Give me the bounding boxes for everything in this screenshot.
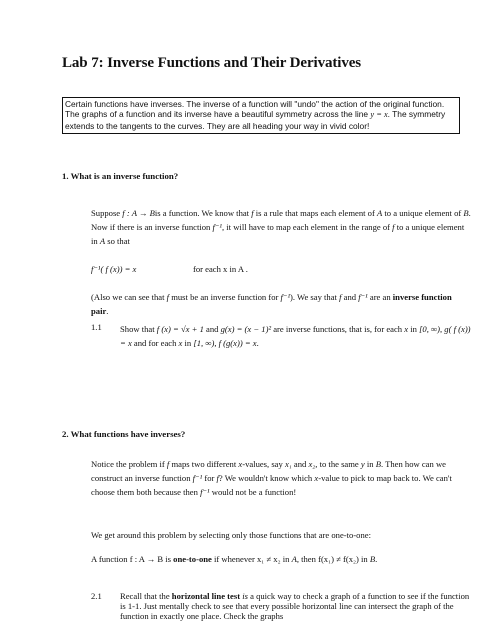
section-2-paragraph-2: We get around this problem by selecting only those functions that are one-to-one:: [91, 530, 371, 540]
one-to-one-term: one-to-one: [173, 554, 212, 564]
lab-title: Lab 7: Inverse Functions and Their Derivatives: [62, 55, 362, 71]
section-1-paragraph-2: (Also we can see that f must be an inverse function for f⁻¹). We say that f and f⁻¹ are an inverse function pair.: [91, 292, 452, 316]
intro-text-1: Certain functions have inverses. The inverse of a function will "undo" the action of the original function. The graphs of a function and its inverse have a beautiful symmetry across the line: [65, 99, 445, 120]
exercise-number-2-1: 2.1: [91, 591, 102, 601]
exercise-number-1-1: 1.1: [91, 322, 102, 332]
exercise-1-1-text: Show that f (x) = √x + 1 and g(x) = (x − 1)² are inverse functions, that is, for each x in [0, ∞), g( f (x)) = x and for each x in [1, ∞), f (g(x)) = x.: [120, 324, 471, 348]
section-2-heading: 2. What functions have inverses?: [62, 429, 186, 439]
one-to-one-definition: A function f : A → B is one-to-one if whenever x₁ ≠ x₂ in A, then f(x₁) ≠ f(x₂) in B.: [91, 554, 378, 564]
inverse-identity-equation: f⁻¹( f (x)) = x: [91, 264, 137, 274]
intro-text-2: . The symmetry extends to the tangents to the curves. They are all heading your way in vivid color!: [65, 109, 446, 131]
horizontal-line-test-term: horizontal line test: [171, 591, 241, 601]
intro-equation: y = x: [370, 110, 388, 120]
intro-box: [62, 97, 460, 134]
function-mapping: f : A → B: [122, 208, 155, 218]
section-2-paragraph-1: Notice the problem if f maps two different x-values, say x₁ and x₂, to the same y in B. Then how can we construct an inverse function f⁻¹ for f? We wouldn't know which x-value to pick to map back to. We can't choose them both because then f⁻¹ would not be a function!: [91, 459, 452, 497]
inverse-identity-condition: for each x in A .: [193, 264, 248, 274]
exercise-2-1-text: Recall that the horizontal line test is a quick way to check a graph of a function to see if the function is 1-1. Just mentally check to see that every possible horizontal line can intersect the graph of the function in exactly one place. Check the graphs: [120, 591, 470, 622]
section-1-heading: 1. What is an inverse function?: [62, 171, 179, 181]
inverse-function-pair-term: inverse function pair: [91, 292, 452, 316]
section-1-paragraph-1: Suppose f : A → Bis a function. We know that f is a rule that maps each element of A to a unique element of B. Now if there is an inverse function f⁻¹, it will have to map each element in the range of f to a unique element in A so that: [91, 208, 471, 246]
